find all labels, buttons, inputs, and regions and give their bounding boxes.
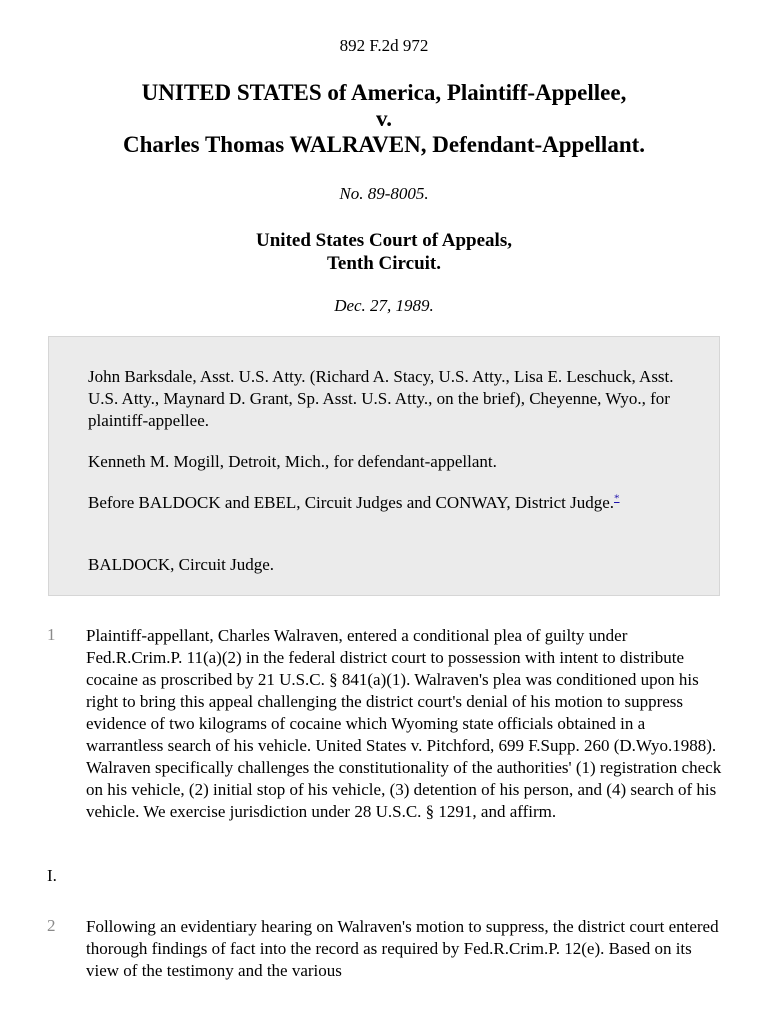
decision-date: Dec. 27, 1989. bbox=[334, 296, 434, 315]
footnote-link[interactable]: * bbox=[614, 492, 620, 505]
paragraph-text: Plaintiff-appellant, Charles Walraven, entered a conditional plea of guilty under Fed.R.Crim.P. 11(a)(2) in the federal district court to possession with intent to distribute cocaine as proscribed by 21 U.S.C. § 841(a)(1). Walraven's plea was conditioned upon his right to bring this appeal challenging the district court's denial of his motion to suppress evidence of two kilograms of cocaine which Wyoming state officials obtained in a warrantless search of his vehicle. United States v. Pitchford, 699 F.Supp. 260 (D.Wyo.1988). Walraven specifically challenges the constitutionality of the authorities' (1) registration check on his vehicle, (2) initial stop of his vehicle, (3) detention of his person, and (4) search of his vehicle. We exercise jurisdiction under 28 U.S.C. § 1291, and affirm. bbox=[86, 626, 722, 821]
opinion-author: BALDOCK, Circuit Judge. bbox=[88, 555, 275, 574]
paragraph-text: Following an evidentiary hearing on Walraven's motion to suppress, the district court entered thorough findings of fact into the record as required by Fed.R.Crim.P. 12(e). Based on its view of the testimony and the various bbox=[86, 917, 719, 980]
counsel-block bbox=[48, 336, 720, 596]
panel-line bbox=[88, 492, 688, 514]
panel-text: Before BALDOCK and EBEL, Circuit Judges and CONWAY, District Judge. bbox=[88, 493, 615, 512]
caption-defendant: Charles Thomas WALRAVEN, Defendant-Appellant. bbox=[122, 132, 646, 157]
case-citation: 892 F.2d 972 bbox=[339, 36, 429, 55]
paragraph-number: 1 bbox=[47, 625, 56, 644]
paragraph-number: 2 bbox=[47, 916, 56, 935]
docket-number: No. 89-8005. bbox=[339, 184, 429, 203]
court-name-line1: United States Court of Appeals, bbox=[256, 230, 512, 251]
defendant-counsel: Kenneth M. Mogill, Detroit, Mich., for defendant-appellant. bbox=[88, 452, 497, 471]
caption-versus: v. bbox=[376, 106, 392, 131]
court-name-line2: Tenth Circuit. bbox=[326, 253, 442, 274]
case-caption bbox=[0, 80, 768, 158]
section-heading: I. bbox=[47, 866, 57, 885]
plaintiff-counsel: John Barksdale, Asst. U.S. Atty. (Richard A. Stacy, U.S. Atty., Lisa E. Leschuck, Asst. U.S. Atty., Maynard D. Grant, Sp. Asst. U.S. Atty., on the brief), Cheyenne, Wyo., for plaintiff-appellee. bbox=[88, 367, 674, 430]
caption-plaintiff: UNITED STATES of America, Plaintiff-Appellee, bbox=[141, 80, 627, 105]
court-name bbox=[0, 229, 768, 275]
